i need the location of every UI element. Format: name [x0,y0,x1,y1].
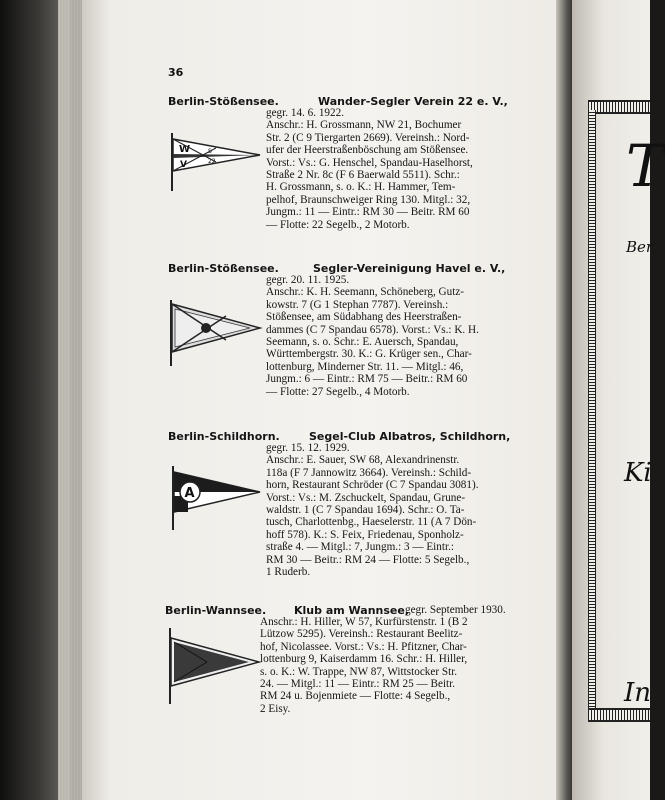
entry-place: Berlin-Stößensee. [168,262,279,275]
entry-place: Berlin-Wannsee. [165,604,267,617]
page-number: 36 [168,66,184,79]
entry-line: RM 24 u. Bojenmiete — Flotte: 4 Segelb., [260,690,451,703]
entry-club-name: Segler-Vereinigung Havel e. V., [313,262,506,275]
entry-line: straße 4. — Mitgl.: 7, Jungm.: 3 — Eintr.: [266,541,455,554]
entry-line: waldstr. 1 (C 7 Spandau 1694). Schr.: O. Ta- [266,504,465,517]
entry-text [266,442,479,578]
entry-line: gegr. 15. 12. 1929. [266,442,350,454]
entry-line: Anschr.: H. Grossmann, NW 21, Bochumer [266,119,462,132]
entry-place: Berlin-Stößensee. [168,95,279,108]
right-page-text-c: In [624,678,652,708]
entry-founded: gegr. September 1930. [405,604,506,616]
entry-line: ufer der Heerstraßenböschung am Stößensee. [266,144,469,157]
entry-line: 118a (F 7 Jannowitz 3664). Vereinsh.: Schild- [266,466,472,479]
entry-line: Seemann, s. o. Schr.: E. Auersch, Spandau, [266,336,459,349]
entry-line: tusch, Charlottenbg., Haeselerstr. 11 (A 7 Dön- [266,516,477,529]
entry-line: kowstr. 7 (G 1 Stephan 7787). Vereinsh.: [266,298,449,311]
entry-line: Württembergstr. 30. K.: G. Krüger sen., Char- [266,348,472,361]
entry-line: 24. — Mitgl.: 11 — Eintr.: RM 25 — Beitr. [260,678,456,691]
page-stack-edges [58,0,84,800]
entry-line: Anschr.: E. Sauer, SW 68, Alexandrinenstr. [266,454,460,467]
entry-line: H. Grossmann, s. o. K.: H. Hammer, Tem- [266,181,456,194]
right-page-ornament-border-top [588,100,650,114]
entry-line: gegr. 14. 6. 1922. [266,107,344,119]
flag-letter: A [184,486,195,501]
entry-line: horn, Restaurant Schröder (C 7 Spandau 3081). [266,479,479,492]
pennant-wv22-icon [168,131,268,191]
entry-line: hof, Nicolassee. Vorst.: Vs.: H. Pfitzner, Char- [260,640,467,653]
pennant-cross-icon [166,300,266,366]
entry-place: Berlin-Schildhorn. [168,430,280,443]
entry-text [260,616,468,715]
entry-line: Vorst.: Vs.: G. Henschel, Spandau-Haselhorst, [266,156,473,169]
right-page-big-letter: T [626,132,665,200]
pennant-albatros-icon [166,466,266,530]
entry-line: gegr. 20. 11. 1925. [266,274,350,286]
entry-line: s. o. K.: W. Trappe, NW 87, Wittstocker Str. [260,665,458,678]
entry-line: hoff 578). K.: S. Feix, Friedenau, Sponholz- [266,528,464,541]
entry-line: lottenburg, Minderner Str. 11. — Mitgl.: 46, [266,360,464,373]
flag-letter: 22 [208,158,216,165]
flag-letter: V [180,160,187,170]
right-page-text-a: Ber [626,238,654,256]
entry-line: Jungm.: 11 — Eintr.: RM 30 — Beitr. RM 60 [266,206,470,219]
entry-line: Anschr.: H. Hiller, W 57, Kurfürstenstr. 1 (B 2 [260,616,468,628]
entry-line: Lützow 5295). Vereinsh.: Restaurant Beelitz- [260,628,463,641]
entry-line: lottenburg 9, Kaiserdamm 16. Schr.: H. Hiller, [260,653,468,666]
right-page-ornament-border-left [588,110,596,710]
right-page-text-b: Ki [624,458,652,488]
entry-club-name: Klub am Wannsee, [294,604,410,617]
pennant-dark-triangle-icon [165,628,265,704]
entry-line: Straße 2 Nr. 8c (F 6 Baerwald 5511). Schr.: [266,169,460,182]
entry-line: Stößensee, am Südabhang des Heerstraßen- [266,311,462,324]
right-page-ornament-border-bottom [588,708,650,722]
entry-line: Str. 2 (C 9 Tiergarten 2669). Vereinsh.: Nord- [266,131,470,144]
entry-line: — Flotte: 27 Segelb., 4 Motorb. [266,385,410,398]
entry-line: Vorst.: Vs.: M. Zschuckelt, Spandau, Grune- [266,491,466,504]
entry-line: Jungm.: 6 — Eintr.: RM 75 — Beitr.: RM 60 [266,373,468,386]
entry-line: RM 30 — Beitr.: RM 24 — Flotte: 5 Segelb., [266,553,470,566]
entry-line: 1 Ruderb. [266,566,311,579]
entry-line: — Flotte: 22 Segelb., 2 Motorb. [266,218,410,231]
entry-text [266,107,473,231]
flag-letter: S [208,148,212,155]
entry-club-name: Wander-Segler Verein 22 e. V., [318,95,508,108]
entry-line: 2 Eisy. [260,702,291,715]
entry-line: dammes (C 7 Spandau 6578). Vorst.: Vs.: K. H. [266,323,479,336]
entry-club-name: Segel-Club Albatros, Schildhorn, [309,430,511,443]
flag-letter: W [179,144,191,155]
entry-text [266,274,479,398]
entry-line: Anschr.: K. H. Seemann, Schöneberg, Gutz- [266,286,465,299]
entry-line: pelhof, Braunschweiger Ring 130. Mitgl.: 32, [266,193,471,206]
